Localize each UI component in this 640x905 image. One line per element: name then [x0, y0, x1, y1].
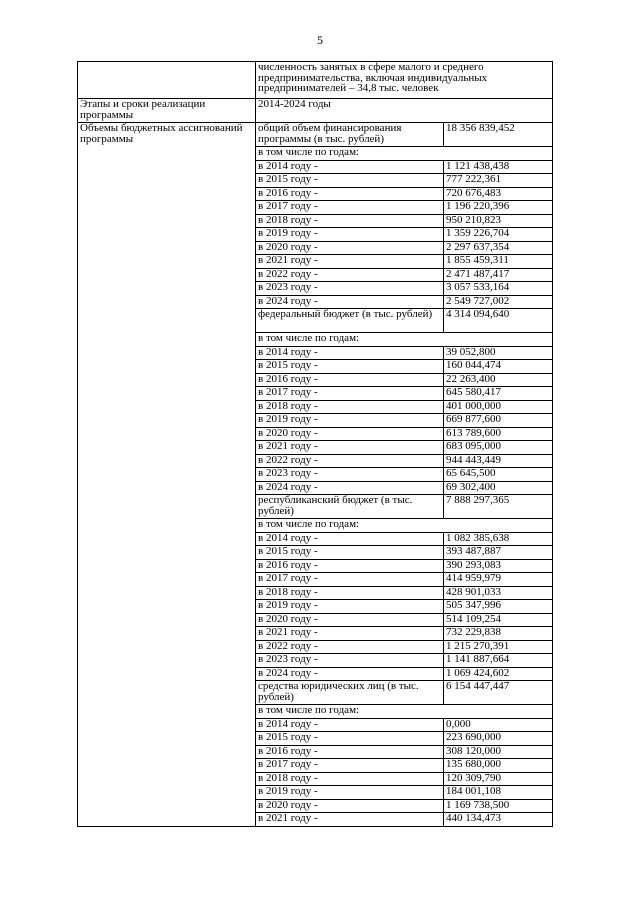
- year-value: 39 052,800: [444, 346, 553, 360]
- year-value: 1 082 385,638: [444, 532, 553, 546]
- section-total: 18 356 839,452: [444, 123, 553, 147]
- year-value: 613 789,600: [444, 427, 553, 441]
- year-label: в 2018 году -: [256, 772, 444, 786]
- year-value: 120 309,790: [444, 772, 553, 786]
- year-label: в 2019 году -: [256, 786, 444, 800]
- year-value: 645 580,417: [444, 387, 553, 401]
- year-value: 2 471 487,417: [444, 268, 553, 282]
- year-label: в 2016 году -: [256, 373, 444, 387]
- year-label: в 2024 году -: [256, 481, 444, 495]
- year-value: 1 196 220,396: [444, 201, 553, 215]
- year-value: 669 877,600: [444, 414, 553, 428]
- year-value: 1 069 424,602: [444, 667, 553, 681]
- year-value: 414 959,979: [444, 573, 553, 587]
- year-label: в 2016 году -: [256, 745, 444, 759]
- year-value: 1 215 270,391: [444, 640, 553, 654]
- year-value: 683 095,000: [444, 441, 553, 455]
- year-label: в 2015 году -: [256, 732, 444, 746]
- year-value: 505 347,996: [444, 600, 553, 614]
- year-value: 2 549 727,002: [444, 295, 553, 309]
- year-label: в 2019 году -: [256, 228, 444, 242]
- year-value: 65 645,500: [444, 468, 553, 482]
- year-label: в 2023 году -: [256, 654, 444, 668]
- section-label: средства юридических лиц (в тыс. рублей): [256, 681, 444, 705]
- section-label: общий объем финансирования программы (в тыс. рублей): [256, 123, 444, 147]
- section-total: 7 888 297,365: [444, 495, 553, 519]
- subheader-text: в том числе по годам:: [256, 147, 553, 161]
- year-value: 22 263,400: [444, 373, 553, 387]
- year-value: 0,000: [444, 718, 553, 732]
- page-number: 5: [317, 33, 323, 47]
- year-label: в 2020 году -: [256, 799, 444, 813]
- year-label: в 2021 году -: [256, 813, 444, 827]
- year-label: в 2020 году -: [256, 241, 444, 255]
- year-label: в 2021 году -: [256, 441, 444, 455]
- year-label: в 2020 году -: [256, 613, 444, 627]
- year-label: в 2018 году -: [256, 214, 444, 228]
- year-label: в 2017 году -: [256, 201, 444, 215]
- year-label: в 2018 году -: [256, 400, 444, 414]
- subheader-text: в том числе по годам:: [256, 333, 553, 347]
- year-label: в 2016 году -: [256, 559, 444, 573]
- year-value: 390 293,083: [444, 559, 553, 573]
- year-value: 514 109,254: [444, 613, 553, 627]
- year-label: в 2014 году -: [256, 718, 444, 732]
- year-label: в 2021 году -: [256, 255, 444, 269]
- year-value: 3 057 533,164: [444, 282, 553, 296]
- year-label: в 2014 году -: [256, 160, 444, 174]
- year-value: 393 487,887: [444, 546, 553, 560]
- year-value: 1 359 226,704: [444, 228, 553, 242]
- section-total: 6 154 447,447: [444, 681, 553, 705]
- table-row-stages: [78, 99, 553, 123]
- subheader-text: в том числе по годам:: [256, 705, 553, 719]
- year-label: в 2015 году -: [256, 546, 444, 560]
- section-label: республиканский бюджет (в тыс. рублей): [256, 495, 444, 519]
- year-label: в 2017 году -: [256, 573, 444, 587]
- year-label: в 2021 году -: [256, 627, 444, 641]
- year-label: в 2017 году -: [256, 759, 444, 773]
- year-label: в 2019 году -: [256, 600, 444, 614]
- year-label: в 2022 году -: [256, 268, 444, 282]
- year-value: 1 169 738,500: [444, 799, 553, 813]
- table-row-intro: [78, 62, 553, 99]
- year-label: в 2023 году -: [256, 282, 444, 296]
- year-value: 308 120,000: [444, 745, 553, 759]
- budget-label: Объемы бюджетных ассигнований программы: [78, 123, 256, 827]
- subheader-text: в том числе по годам:: [256, 519, 553, 533]
- year-label: в 2017 году -: [256, 387, 444, 401]
- year-label: в 2020 году -: [256, 427, 444, 441]
- empty-cell: [78, 62, 256, 99]
- section-label: федеральный бюджет (в тыс. рублей): [256, 309, 444, 333]
- year-value: 1 141 887,664: [444, 654, 553, 668]
- intro-text: численность занятых в сфере малого и среднего предпринимательства, включая индивидуальных предпринимателей – 34,8 тыс. человек: [256, 62, 553, 99]
- year-label: в 2019 году -: [256, 414, 444, 428]
- year-value: 944 443,449: [444, 454, 553, 468]
- year-label: в 2022 году -: [256, 640, 444, 654]
- year-value: 720 676,483: [444, 187, 553, 201]
- year-value: 135 680,000: [444, 759, 553, 773]
- year-value: 732 229,838: [444, 627, 553, 641]
- year-value: 223 690,000: [444, 732, 553, 746]
- year-value: 777 222,361: [444, 174, 553, 188]
- year-value: 69 302,400: [444, 481, 553, 495]
- stages-value: 2014-2024 годы: [256, 99, 553, 123]
- year-label: в 2024 году -: [256, 667, 444, 681]
- year-label: в 2014 году -: [256, 532, 444, 546]
- year-value: 950 210,823: [444, 214, 553, 228]
- year-label: в 2015 году -: [256, 360, 444, 374]
- year-label: в 2023 году -: [256, 468, 444, 482]
- year-value: 1 121 438,438: [444, 160, 553, 174]
- stages-label: Этапы и сроки реализации программы: [78, 99, 256, 123]
- year-label: в 2024 году -: [256, 295, 444, 309]
- year-label: в 2018 году -: [256, 586, 444, 600]
- year-value: 184 001,108: [444, 786, 553, 800]
- year-label: в 2015 году -: [256, 174, 444, 188]
- year-label: в 2022 году -: [256, 454, 444, 468]
- year-label: в 2016 году -: [256, 187, 444, 201]
- section-total: 4 314 094,640: [444, 309, 553, 333]
- year-value: 440 134,473: [444, 813, 553, 827]
- program-passport-table: [77, 61, 553, 827]
- year-value: 401 000,000: [444, 400, 553, 414]
- year-value: 2 297 637,354: [444, 241, 553, 255]
- table-row-section-total: [78, 123, 553, 147]
- year-value: 160 044,474: [444, 360, 553, 374]
- year-value: 1 855 459,311: [444, 255, 553, 269]
- year-value: 428 901,033: [444, 586, 553, 600]
- year-label: в 2014 году -: [256, 346, 444, 360]
